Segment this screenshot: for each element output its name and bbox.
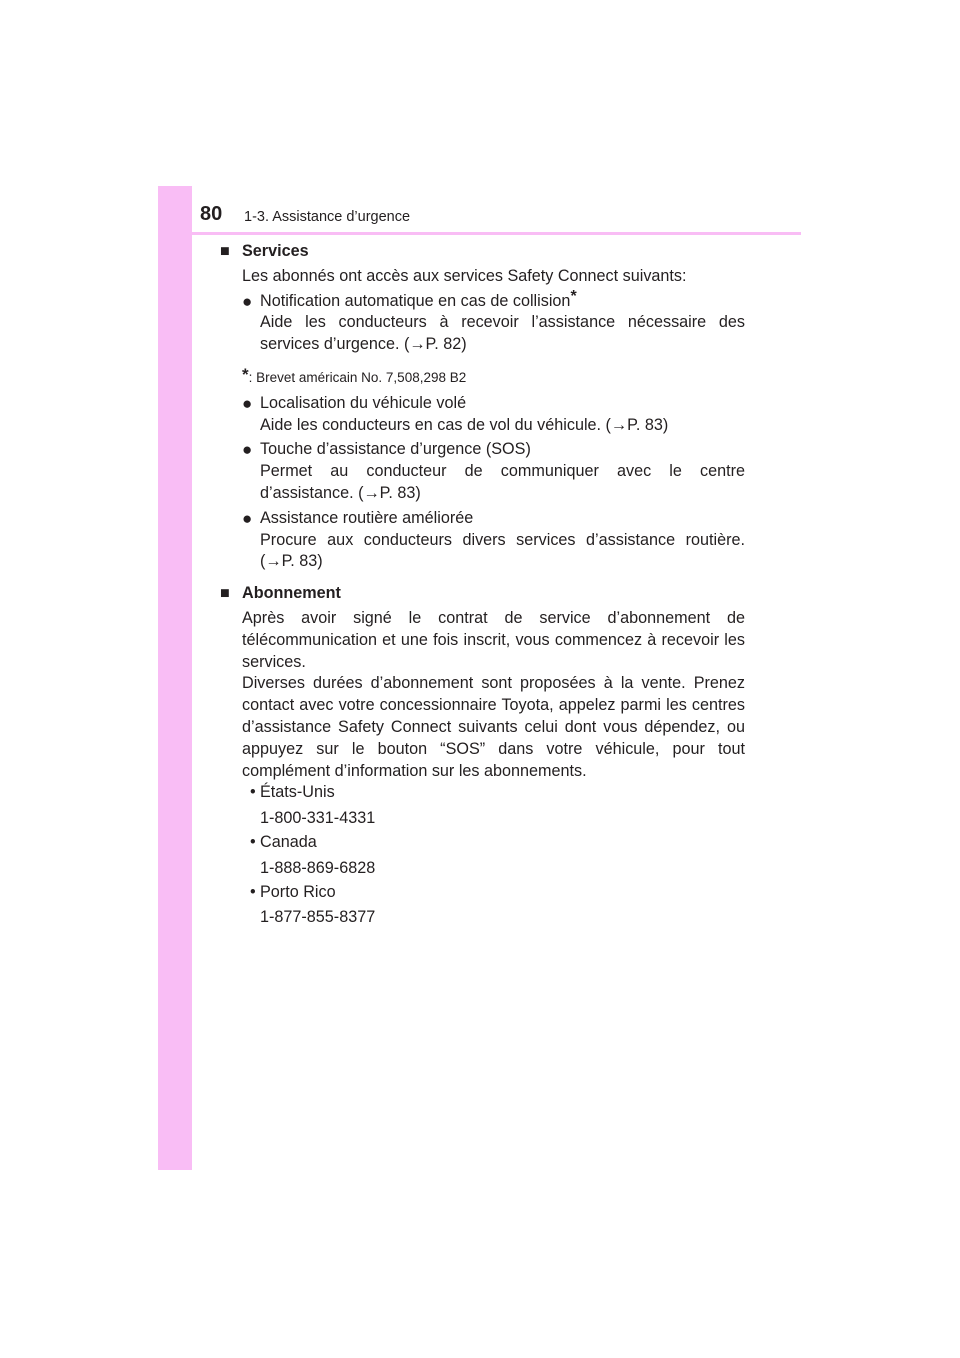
service-item-collision: [242, 287, 745, 356]
dot-bullet-icon: •: [250, 783, 256, 802]
footnote-star: *: [242, 364, 249, 384]
service-description: Permet au conducteur de communiquer avec le centre d’assistance. (→P. 83): [260, 462, 745, 502]
region-phone: 1-800-331-4331: [260, 809, 376, 828]
region-name: Porto Rico: [260, 882, 336, 901]
round-bullet-icon: ●: [242, 440, 253, 460]
footnote-text: : Brevet américain No. 7,508,298 B2: [248, 369, 467, 385]
side-tab-band: [158, 186, 192, 1170]
page-content: [218, 241, 745, 931]
service-description: Aide les conducteurs à recevoir l’assistance nécessaire des services d’urgence. (→P. 82): [260, 313, 745, 354]
service-title: Localisation du véhicule volé: [260, 393, 467, 412]
service-item-sos: [242, 439, 745, 504]
round-bullet-icon: ●: [242, 291, 253, 311]
region-phone: 1-888-869-6828: [260, 858, 376, 877]
region-name: Canada: [260, 832, 317, 851]
page-number: 80: [200, 203, 223, 225]
square-bullet-icon: ■: [220, 584, 230, 603]
region-item: [250, 832, 745, 854]
services-heading-text: Services: [242, 242, 309, 260]
region-item: [250, 882, 745, 904]
service-item-roadside: [242, 508, 745, 573]
services-intro: [242, 266, 745, 288]
header-rule: [192, 232, 801, 235]
square-bullet-icon: ■: [220, 242, 230, 260]
service-title: Touche d’assistance d’urgence (SOS): [260, 440, 531, 459]
subscription-heading: [218, 583, 745, 605]
service-description: Aide les conducteurs en cas de vol du véhicule. (→P. 83): [260, 415, 669, 434]
section-title: 1-3. Assistance d’urgence: [244, 209, 411, 225]
services-heading: [218, 241, 745, 263]
subscription-para-1: Après avoir signé le contrat de service d’abonnement de télécommunication et une fois inscrit, vous commencez à recevoir les services.: [242, 608, 745, 671]
region-item: [250, 782, 745, 804]
service-item-stolen-vehicle: [242, 393, 745, 437]
dot-bullet-icon: •: [250, 882, 256, 901]
region-name: États-Unis: [260, 783, 335, 802]
subscription-para-2: Diverses durées d’abonnement sont proposées à la vente. Prenez contact avec votre concessionnaire Toyota, appelez parmi les centres d’assistance Safety Connect suivants celui dont vous dépendez, ou appuyez sur le bouton “SOS” dans votre véhicule, pour tout complément d’information sur les abonnements.: [242, 674, 745, 780]
footnote-marker: *: [570, 287, 577, 305]
service-title: Assistance routière améliorée: [260, 508, 474, 527]
services-intro-text: Les abonnés ont accès aux services Safety Connect suivants:: [242, 266, 687, 285]
footnote: [242, 364, 745, 389]
region-phone: 1-877-855-8377: [260, 908, 376, 927]
round-bullet-icon: ●: [242, 393, 253, 413]
dot-bullet-icon: •: [250, 832, 256, 851]
service-title: Notification automatique en cas de collision: [260, 291, 571, 310]
subscription-heading-text: Abonnement: [242, 584, 341, 603]
round-bullet-icon: ●: [242, 508, 253, 528]
subscription-body: [242, 608, 745, 782]
service-description: Procure aux conducteurs divers services d’assistance routière. (→P. 83): [260, 530, 745, 571]
